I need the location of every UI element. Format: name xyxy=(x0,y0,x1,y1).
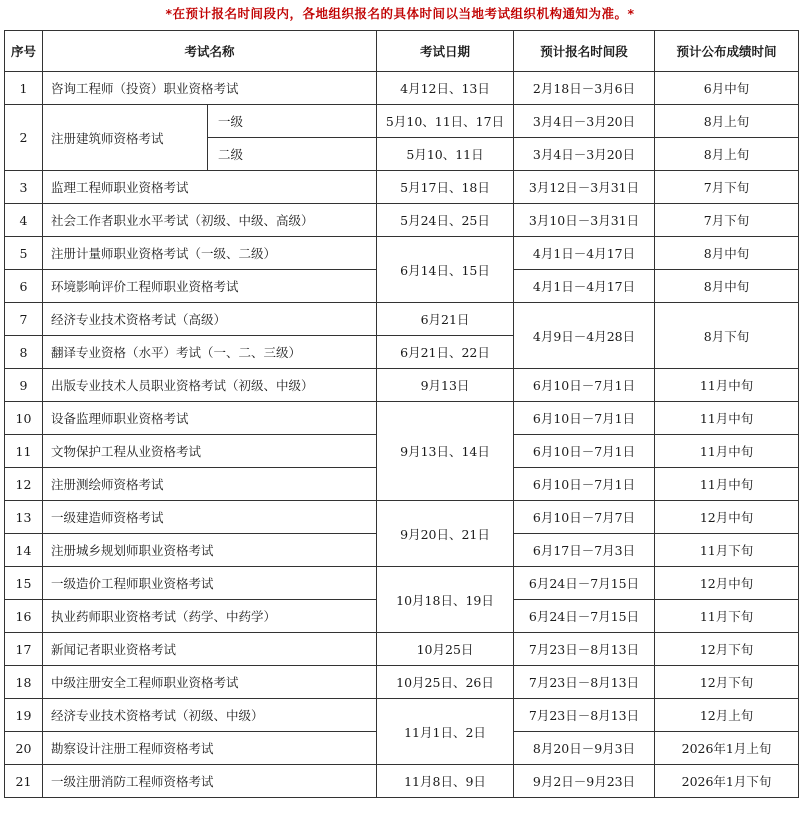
exam-name: 一级建造师资格考试 xyxy=(43,501,377,534)
row-index: 15 xyxy=(5,567,43,600)
result-time: 11月中旬 xyxy=(655,402,799,435)
row-index: 20 xyxy=(5,732,43,765)
table-row xyxy=(5,765,799,798)
header-date: 考试日期 xyxy=(377,31,514,72)
result-time: 12月中旬 xyxy=(655,501,799,534)
header-signup: 预计报名时间段 xyxy=(514,31,655,72)
exam-date: 10月25日 xyxy=(377,633,514,666)
row-index: 11 xyxy=(5,435,43,468)
result-time: 11月中旬 xyxy=(655,369,799,402)
result-time: 12月中旬 xyxy=(655,567,799,600)
table-row xyxy=(5,237,799,270)
result-time: 7月下旬 xyxy=(655,204,799,237)
signup-period: 6月10日－7月1日 xyxy=(514,435,655,468)
signup-period: 3月12日－3月31日 xyxy=(514,171,655,204)
table-row xyxy=(5,303,799,336)
result-time: 12月上旬 xyxy=(655,699,799,732)
exam-name: 文物保护工程从业资格考试 xyxy=(43,435,377,468)
row-index: 17 xyxy=(5,633,43,666)
table-row xyxy=(5,369,799,402)
exam-date: 5月24日、25日 xyxy=(377,204,514,237)
result-time: 11月中旬 xyxy=(655,435,799,468)
exam-date: 9月13日 xyxy=(377,369,514,402)
signup-period: 6月10日－7月7日 xyxy=(514,501,655,534)
table-row xyxy=(5,204,799,237)
signup-period: 7月23日－8月13日 xyxy=(514,633,655,666)
signup-period: 4月1日－4月17日 xyxy=(514,270,655,303)
signup-period: 3月10日－3月31日 xyxy=(514,204,655,237)
row-index: 14 xyxy=(5,534,43,567)
row-index: 6 xyxy=(5,270,43,303)
exam-date: 9月20日、21日 xyxy=(377,501,514,567)
row-index: 8 xyxy=(5,336,43,369)
exam-name: 咨询工程师（投资）职业资格考试 xyxy=(43,72,377,105)
result-time: 12月下旬 xyxy=(655,666,799,699)
row-index: 3 xyxy=(5,171,43,204)
row-index: 2 xyxy=(5,105,43,171)
exam-date: 11月1日、2日 xyxy=(377,699,514,765)
exam-date: 5月17日、18日 xyxy=(377,171,514,204)
table-row xyxy=(5,666,799,699)
table-row xyxy=(5,402,799,435)
row-index: 7 xyxy=(5,303,43,336)
signup-period: 6月10日－7月1日 xyxy=(514,468,655,501)
row-index: 4 xyxy=(5,204,43,237)
exam-level: 一级 xyxy=(208,105,377,138)
table-row xyxy=(5,699,799,732)
exam-date: 4月12日、13日 xyxy=(377,72,514,105)
row-index: 16 xyxy=(5,600,43,633)
table-row xyxy=(5,105,799,138)
result-time: 6月中旬 xyxy=(655,72,799,105)
exam-date: 6月21日、22日 xyxy=(377,336,514,369)
signup-period: 4月1日－4月17日 xyxy=(514,237,655,270)
table-row xyxy=(5,501,799,534)
exam-date: 10月25日、26日 xyxy=(377,666,514,699)
result-time: 2026年1月下旬 xyxy=(655,765,799,798)
exam-name: 社会工作者职业水平考试（初级、中级、高级） xyxy=(43,204,377,237)
row-index: 13 xyxy=(5,501,43,534)
row-index: 21 xyxy=(5,765,43,798)
signup-period: 6月17日－7月3日 xyxy=(514,534,655,567)
table-row xyxy=(5,72,799,105)
table-row xyxy=(5,633,799,666)
signup-period: 6月24日－7月15日 xyxy=(514,600,655,633)
exam-name: 勘察设计注册工程师资格考试 xyxy=(43,732,377,765)
signup-period: 3月4日－3月20日 xyxy=(514,105,655,138)
header-index: 序号 xyxy=(5,31,43,72)
exam-name: 一级注册消防工程师资格考试 xyxy=(43,765,377,798)
row-index: 18 xyxy=(5,666,43,699)
signup-period: 2月18日－3月6日 xyxy=(514,72,655,105)
exam-name: 设备监理师职业资格考试 xyxy=(43,402,377,435)
exam-name: 注册测绘师资格考试 xyxy=(43,468,377,501)
exam-date: 5月10、11日、17日 xyxy=(377,105,514,138)
result-time: 12月下旬 xyxy=(655,633,799,666)
exam-name: 翻译专业资格（水平）考试（一、二、三级） xyxy=(43,336,377,369)
exam-date: 11月8日、9日 xyxy=(377,765,514,798)
exam-date: 6月14日、15日 xyxy=(377,237,514,303)
result-time: 8月中旬 xyxy=(655,270,799,303)
result-time: 11月下旬 xyxy=(655,534,799,567)
exam-date: 9月13日、14日 xyxy=(377,402,514,501)
exam-name: 出版专业技术人员职业资格考试（初级、中级） xyxy=(43,369,377,402)
table-header-row xyxy=(5,31,799,72)
exam-name: 中级注册安全工程师职业资格考试 xyxy=(43,666,377,699)
exam-level: 二级 xyxy=(208,138,377,171)
result-time: 11月中旬 xyxy=(655,468,799,501)
exam-date: 5月10、11日 xyxy=(377,138,514,171)
signup-period: 7月23日－8月13日 xyxy=(514,666,655,699)
signup-period: 3月4日－3月20日 xyxy=(514,138,655,171)
signup-period: 6月10日－7月1日 xyxy=(514,369,655,402)
row-index: 12 xyxy=(5,468,43,501)
row-index: 5 xyxy=(5,237,43,270)
table-row xyxy=(5,567,799,600)
exam-name: 注册计量师职业资格考试（一级、二级） xyxy=(43,237,377,270)
row-index: 9 xyxy=(5,369,43,402)
notice-text: *在预计报名时间段内，各地组织报名的具体时间以当地考试组织机构通知为准。* xyxy=(165,6,635,21)
exam-name: 经济专业技术资格考试（初级、中级） xyxy=(43,699,377,732)
result-time: 2026年1月上旬 xyxy=(655,732,799,765)
exam-name: 环境影响评价工程师职业资格考试 xyxy=(43,270,377,303)
exam-date: 6月21日 xyxy=(377,303,514,336)
exam-schedule-table xyxy=(4,30,799,798)
header-name: 考试名称 xyxy=(43,31,377,72)
signup-period: 6月24日－7月15日 xyxy=(514,567,655,600)
exam-name: 监理工程师职业资格考试 xyxy=(43,171,377,204)
signup-period: 8月20日－9月3日 xyxy=(514,732,655,765)
result-time: 7月下旬 xyxy=(655,171,799,204)
result-time: 8月下旬 xyxy=(655,303,799,369)
exam-date: 10月18日、19日 xyxy=(377,567,514,633)
header-result: 预计公布成绩时间 xyxy=(655,31,799,72)
exam-name: 执业药师职业资格考试（药学、中药学） xyxy=(43,600,377,633)
exam-name: 经济专业技术资格考试（高级） xyxy=(43,303,377,336)
exam-name: 注册城乡规划师职业资格考试 xyxy=(43,534,377,567)
result-time: 8月上旬 xyxy=(655,138,799,171)
result-time: 8月上旬 xyxy=(655,105,799,138)
signup-period: 6月10日－7月1日 xyxy=(514,402,655,435)
row-index: 10 xyxy=(5,402,43,435)
exam-name: 注册建筑师资格考试 xyxy=(43,105,208,171)
exam-name: 一级造价工程师职业资格考试 xyxy=(43,567,377,600)
result-time: 11月下旬 xyxy=(655,600,799,633)
exam-name: 新闻记者职业资格考试 xyxy=(43,633,377,666)
result-time: 8月中旬 xyxy=(655,237,799,270)
signup-period: 7月23日－8月13日 xyxy=(514,699,655,732)
table-row xyxy=(5,171,799,204)
row-index: 19 xyxy=(5,699,43,732)
row-index: 1 xyxy=(5,72,43,105)
signup-period: 4月9日－4月28日 xyxy=(514,303,655,369)
signup-period: 9月2日－9月23日 xyxy=(514,765,655,798)
